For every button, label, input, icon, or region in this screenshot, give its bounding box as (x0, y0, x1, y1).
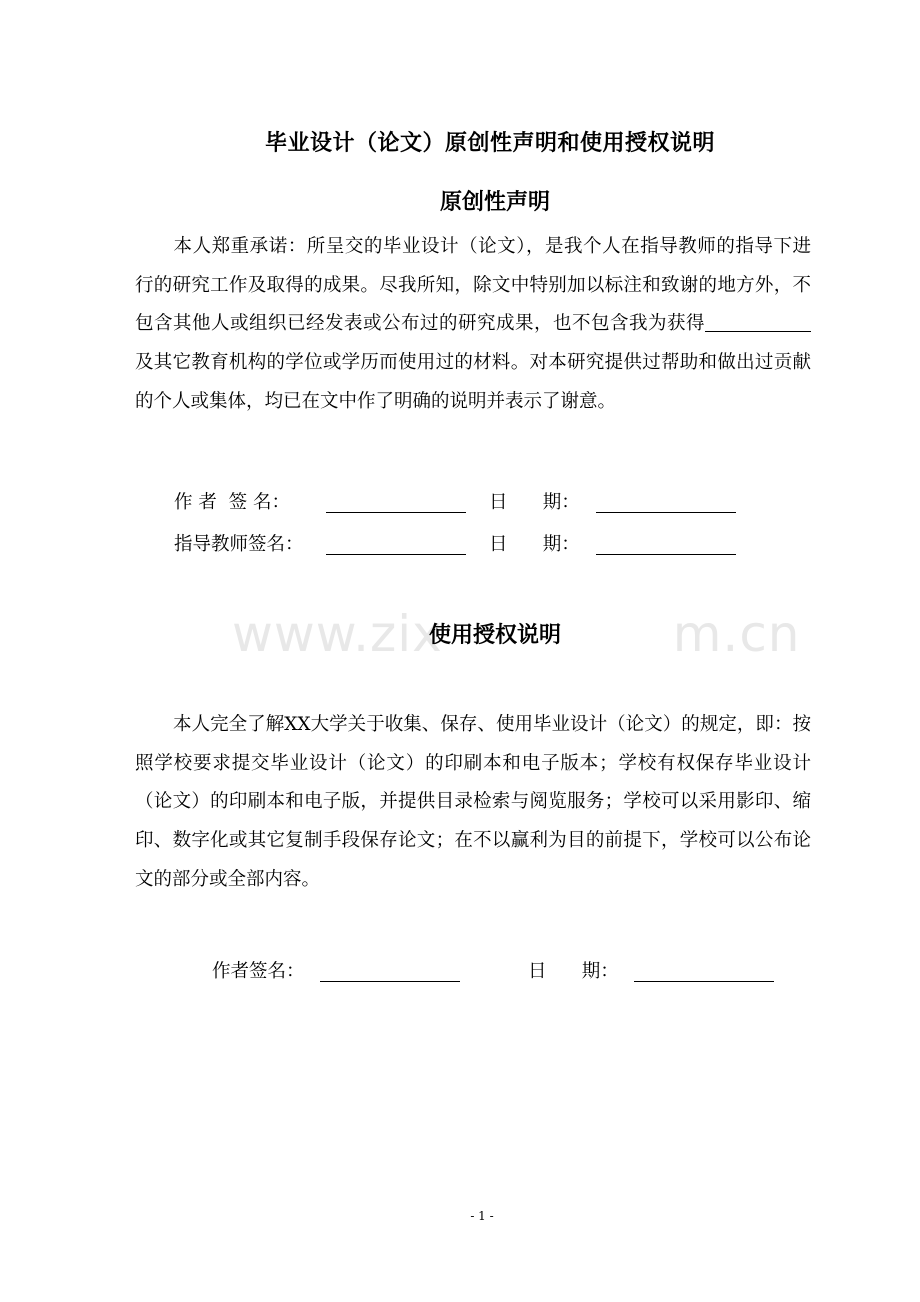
watermark-right: m.cn (672, 605, 801, 663)
originality-heading: 原创性声明 (439, 190, 550, 215)
author-signature-row (0, 488, 920, 518)
institution-blank (705, 311, 811, 332)
document-title: 毕业设计（论文）原创性声明和使用授权说明 (264, 131, 715, 156)
originality-text-after: 及其它教育机构的学位或学历而使用过的材料。对本研究提供过帮助和做出过贡献的个人或集体，均已在文中作了明确的说明并表示了谢意。 (135, 352, 811, 412)
advisor-signature-line (326, 554, 466, 555)
authorization-date-line (634, 981, 774, 982)
watermark-left: www.zix (232, 605, 443, 663)
authorization-signature-row (0, 957, 920, 987)
authorization-author-line (320, 981, 460, 982)
advisor-signature-label: 指导教师签名： (174, 534, 304, 555)
authorization-heading: 使用授权说明 (428, 623, 561, 648)
authorization-date-label: 日 期： (528, 961, 619, 982)
advisor-date-label: 日 期： (489, 534, 580, 555)
author-signature-label: 作 者 签 名： (174, 492, 291, 513)
page-number: - 1 - (470, 1209, 494, 1223)
author-signature-line (326, 512, 466, 513)
originality-paragraph (135, 228, 811, 422)
authorization-author-label: 作者签名： (212, 961, 305, 982)
authorization-paragraph (135, 706, 811, 900)
advisor-date-line (596, 554, 736, 555)
authorization-text: 本人完全了解XX大学关于收集、保存、使用毕业设计（论文）的规定，即：按照学校要求提交毕业设计（论文）的印刷本和电子版本；学校有权保存毕业设计（论文）的印刷本和电子版，并提供目录检索与阅览服务；学校可以采用影印、缩印、数字化或其它复制手段保存论文；在不以赢利为目的前提下，学校可以公布论文的部分或全部内容。 (135, 714, 811, 890)
originality-text-before: 本人郑重承诺：所呈交的毕业设计（论文），是我个人在指导教师的指导下进行的研究工作及取得的成果。尽我所知，除文中特别加以标注和致谢的地方外，不包含其他人或组织已经发表或公布过的研究成果，也不包含我为获得 (135, 236, 811, 335)
author-date-line (596, 512, 736, 513)
author-date-label: 日 期： (489, 492, 580, 513)
advisor-signature-row (0, 530, 920, 560)
